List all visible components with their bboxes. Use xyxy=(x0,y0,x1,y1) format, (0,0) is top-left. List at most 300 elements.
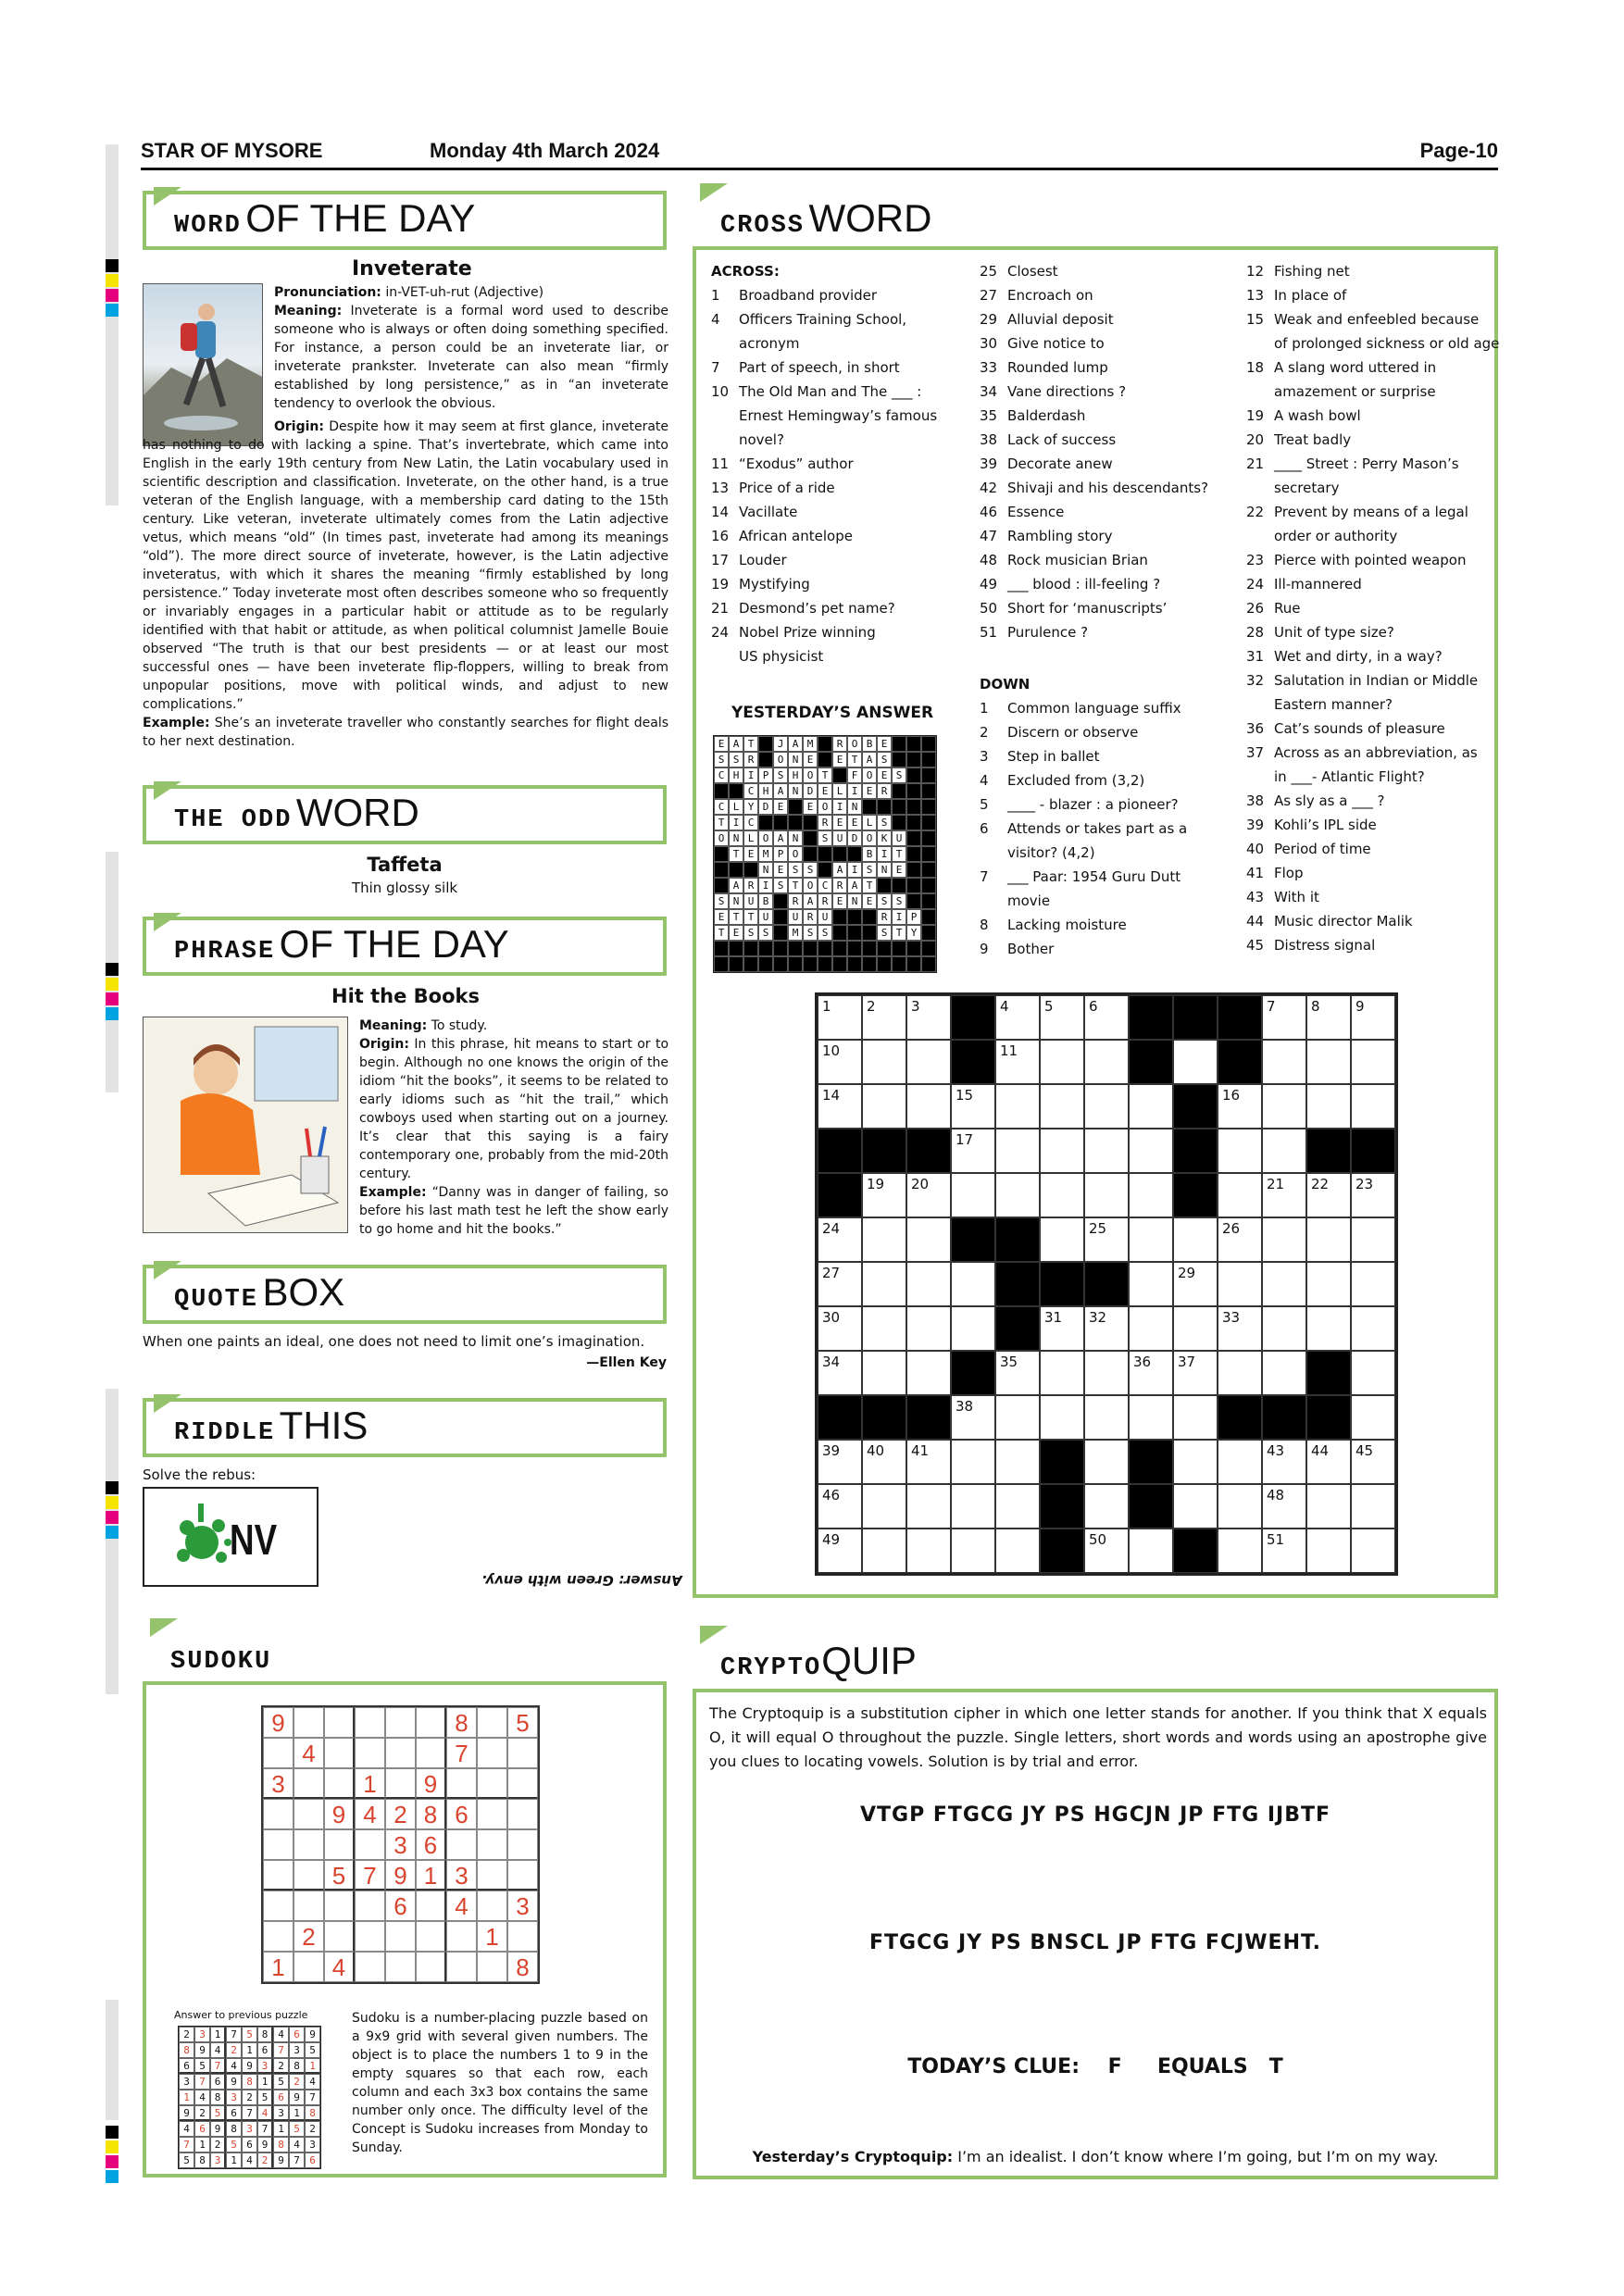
crossword-cell[interactable] xyxy=(1262,1173,1306,1217)
black-cell xyxy=(1306,1395,1351,1440)
black-cell xyxy=(892,783,906,799)
word-text-block xyxy=(274,283,668,413)
across-clues-col2 xyxy=(980,259,1208,644)
crossword-cell[interactable] xyxy=(1084,1440,1129,1484)
crossword-cell[interactable] xyxy=(1351,1395,1395,1440)
yesterday-cryptoquip-label: Yesterday’s Cryptoquip: xyxy=(752,2148,954,2165)
example-label: Example: xyxy=(359,1185,427,1200)
crossword-cell[interactable] xyxy=(862,1084,906,1129)
crossword-cell[interactable] xyxy=(906,1440,951,1484)
crossword-cell[interactable] xyxy=(1351,1217,1395,1262)
crossword-cell[interactable] xyxy=(1218,1529,1262,1573)
clue-row xyxy=(980,524,1208,548)
sudoku-empty-cell[interactable] xyxy=(446,1829,477,1860)
crossword-cell[interactable] xyxy=(1351,1351,1395,1395)
sudoku-given-cell: 9 xyxy=(324,1799,355,1829)
crossword-cell[interactable] xyxy=(1351,1262,1395,1306)
prev-answer-cell: 3 xyxy=(257,2058,273,2074)
sudoku-empty-cell[interactable] xyxy=(507,1799,538,1829)
crossword-cell[interactable] xyxy=(1218,1262,1262,1306)
crossword-cell[interactable] xyxy=(995,1484,1040,1529)
crossword-cell[interactable] xyxy=(906,1084,951,1129)
crossword-cell[interactable] xyxy=(1084,1306,1129,1351)
crossword-cell[interactable] xyxy=(1129,1306,1173,1351)
black-cell xyxy=(818,846,832,862)
crossword-cell[interactable] xyxy=(1351,1040,1395,1084)
crossword-cell[interactable] xyxy=(818,995,862,1040)
crossword-cell[interactable] xyxy=(951,1395,995,1440)
answer-cell: E xyxy=(832,752,847,767)
clue-number: 37 xyxy=(1246,744,1265,761)
answer-cell: E xyxy=(877,736,892,752)
crossword-cell[interactable] xyxy=(1129,1351,1173,1395)
sudoku-empty-cell[interactable] xyxy=(477,1890,507,1921)
crossword-cell[interactable] xyxy=(1040,1395,1084,1440)
answer-cell: T xyxy=(729,846,743,862)
crossword-cell[interactable] xyxy=(1262,1084,1306,1129)
sudoku-empty-cell[interactable] xyxy=(355,1921,385,1952)
crossword-cell[interactable] xyxy=(1218,1306,1262,1351)
crossword-cell[interactable] xyxy=(906,1173,951,1217)
crossword-cell[interactable] xyxy=(1262,1529,1306,1573)
sudoku-empty-cell[interactable] xyxy=(324,1829,355,1860)
clue-row xyxy=(1246,717,1499,741)
sudoku-empty-cell[interactable] xyxy=(355,1829,385,1860)
prev-answer-cell: 9 xyxy=(273,2152,289,2168)
crossword-cell[interactable] xyxy=(1040,1173,1084,1217)
sudoku-empty-cell[interactable] xyxy=(294,1860,324,1890)
crossword-cell[interactable] xyxy=(1306,1084,1351,1129)
crossword-cell[interactable] xyxy=(1218,1440,1262,1484)
crossword-cell[interactable] xyxy=(1173,1040,1218,1084)
sudoku-empty-cell[interactable] xyxy=(294,1890,324,1921)
origin-label: Origin: xyxy=(274,419,324,434)
crossword-cell[interactable] xyxy=(1218,1484,1262,1529)
crossword-cell[interactable] xyxy=(1129,1129,1173,1173)
clue-text: Rue xyxy=(1274,600,1301,617)
black-cell xyxy=(862,925,877,941)
crossword-cell[interactable] xyxy=(995,1173,1040,1217)
crossword-cell[interactable] xyxy=(1262,1440,1306,1484)
crossword-cell[interactable] xyxy=(1084,1173,1129,1217)
crossword-cell[interactable] xyxy=(995,1040,1040,1084)
sudoku-empty-cell[interactable] xyxy=(416,1890,446,1921)
answer-cell: T xyxy=(847,752,862,767)
sudoku-given-cell: 4 xyxy=(355,1799,385,1829)
sudoku-empty-cell[interactable] xyxy=(446,1952,477,1982)
sudoku-empty-cell[interactable] xyxy=(355,1952,385,1982)
crossword-cell[interactable] xyxy=(1351,1173,1395,1217)
prev-answer-cell: 5 xyxy=(226,2137,242,2152)
crossword-cell[interactable] xyxy=(862,1440,906,1484)
crossword-cell[interactable] xyxy=(906,1484,951,1529)
sudoku-empty-cell[interactable] xyxy=(294,1768,324,1799)
prev-answer-cell: 3 xyxy=(289,2042,305,2058)
answer-cell: Y xyxy=(906,925,921,941)
sudoku-empty-cell[interactable] xyxy=(263,1799,294,1829)
clue-number: 47 xyxy=(980,528,998,544)
crossword-cell[interactable] xyxy=(1306,1440,1351,1484)
crossword-cell[interactable] xyxy=(1084,995,1129,1040)
crossword-cell[interactable] xyxy=(818,1040,862,1084)
crossword-cell[interactable] xyxy=(1351,1529,1395,1573)
clue-text: in ___- Atlantic Flight? xyxy=(1274,768,1425,785)
answer-cell: I xyxy=(847,783,862,799)
answer-cell: D xyxy=(758,799,773,815)
crossword-cell[interactable] xyxy=(818,1084,862,1129)
crossword-cell[interactable] xyxy=(1351,1440,1395,1484)
answer-cell: H xyxy=(729,767,743,783)
crossword-cell[interactable] xyxy=(862,1217,906,1262)
answer-cell: N xyxy=(758,862,773,878)
clue-row xyxy=(1246,789,1499,813)
crossword-cell[interactable] xyxy=(995,1351,1040,1395)
clue-text: Broadband provider xyxy=(739,287,878,304)
crossword-cell[interactable] xyxy=(1173,1217,1218,1262)
crossword-cell[interactable] xyxy=(1173,1484,1218,1529)
sudoku-empty-cell[interactable] xyxy=(355,1707,385,1738)
prev-answer-cell: 3 xyxy=(179,2074,194,2090)
crossword-cell[interactable] xyxy=(1262,1129,1306,1173)
sudoku-empty-cell[interactable] xyxy=(324,1890,355,1921)
sudoku-empty-cell[interactable] xyxy=(385,1921,416,1952)
answer-cell: S xyxy=(743,925,758,941)
crossword-cell[interactable] xyxy=(906,1351,951,1395)
cryptoquip-panel xyxy=(693,1633,1498,2179)
sudoku-title xyxy=(143,1626,667,1685)
clue-text: Mystifying xyxy=(739,576,810,593)
sudoku-empty-cell[interactable] xyxy=(507,1860,538,1890)
crossword-cell[interactable] xyxy=(951,1306,995,1351)
black-cell xyxy=(995,1306,1040,1351)
crossword-cell[interactable] xyxy=(1218,1351,1262,1395)
sudoku-empty-cell[interactable] xyxy=(294,1952,324,1982)
crossword-cell[interactable] xyxy=(862,995,906,1040)
word-headword: Inveterate xyxy=(352,257,472,281)
crossword-cell[interactable] xyxy=(862,1173,906,1217)
crossword-cell[interactable] xyxy=(995,1529,1040,1573)
yesterday-answer-label: YESTERDAY’S ANSWER xyxy=(731,704,934,722)
crossword-cell[interactable] xyxy=(1129,1217,1173,1262)
prev-answer-cell: 7 xyxy=(179,2137,194,2152)
prev-answer-cell: 1 xyxy=(305,2058,320,2074)
word-origin-block xyxy=(143,418,668,751)
crossword-cell[interactable] xyxy=(1040,1084,1084,1129)
sudoku-empty-cell[interactable] xyxy=(477,1738,507,1768)
crossword-cell[interactable] xyxy=(1262,1351,1306,1395)
crossword-cell[interactable] xyxy=(1306,1173,1351,1217)
sudoku-empty-cell[interactable] xyxy=(477,1860,507,1890)
answer-cell: S xyxy=(892,767,906,783)
black-cell xyxy=(1129,1040,1173,1084)
sudoku-empty-cell[interactable] xyxy=(477,1829,507,1860)
sudoku-empty-cell[interactable] xyxy=(416,1738,446,1768)
crossword-cell[interactable] xyxy=(1218,1084,1262,1129)
answer-cell: R xyxy=(877,783,892,799)
cell-number: 3 xyxy=(911,998,920,1015)
prev-answer-cell: 9 xyxy=(226,2074,242,2090)
crossword-cell[interactable] xyxy=(862,1306,906,1351)
crossword-cell[interactable] xyxy=(906,1306,951,1351)
clue-text: Price of a ride xyxy=(739,480,835,496)
black-cell xyxy=(773,893,788,909)
black-cell xyxy=(1129,995,1173,1040)
clue-number: 19 xyxy=(1246,407,1265,424)
prev-answer-cell: 5 xyxy=(257,2090,273,2105)
sudoku-empty-cell[interactable] xyxy=(477,1799,507,1829)
crossword-cell[interactable] xyxy=(951,1129,995,1173)
crossword-cell[interactable] xyxy=(951,1484,995,1529)
sudoku-empty-cell[interactable] xyxy=(385,1707,416,1738)
crossword-cell[interactable] xyxy=(818,1217,862,1262)
crossword-cell[interactable] xyxy=(1306,1484,1351,1529)
crossword-cell[interactable] xyxy=(1262,1262,1306,1306)
crossword-cell[interactable] xyxy=(1040,1040,1084,1084)
crossword-cell[interactable] xyxy=(1129,1262,1173,1306)
clue-text: Rock musician Brian xyxy=(1007,552,1148,568)
crossword-cell[interactable] xyxy=(818,1440,862,1484)
crossword-cell[interactable] xyxy=(1084,1484,1129,1529)
sudoku-empty-cell[interactable] xyxy=(385,1952,416,1982)
sudoku-empty-cell[interactable] xyxy=(477,1768,507,1799)
crossword-cell[interactable] xyxy=(1084,1395,1129,1440)
crossword-cell[interactable] xyxy=(951,1529,995,1573)
sudoku-empty-cell[interactable] xyxy=(263,1860,294,1890)
sudoku-empty-cell[interactable] xyxy=(416,1921,446,1952)
sudoku-empty-cell[interactable] xyxy=(324,1738,355,1768)
crossword-cell[interactable] xyxy=(1084,1040,1129,1084)
crossword-cell[interactable] xyxy=(862,1484,906,1529)
black-cell xyxy=(788,799,803,815)
black-cell xyxy=(921,799,936,815)
crossword-cell[interactable] xyxy=(906,995,951,1040)
sudoku-empty-cell[interactable] xyxy=(507,1738,538,1768)
crossword-cell[interactable] xyxy=(1218,1173,1262,1217)
crossword-cell[interactable] xyxy=(995,1129,1040,1173)
clue-number: 2 xyxy=(980,724,989,741)
black-cell xyxy=(951,995,995,1040)
sudoku-empty-cell[interactable] xyxy=(263,1738,294,1768)
sudoku-empty-cell[interactable] xyxy=(294,1799,324,1829)
crossword-cell[interactable] xyxy=(995,1395,1040,1440)
black-cell xyxy=(788,941,803,956)
crossword-cell[interactable] xyxy=(1084,1129,1129,1173)
clue-number: 27 xyxy=(980,287,998,304)
crossword-cell[interactable] xyxy=(951,1084,995,1129)
sudoku-empty-cell[interactable] xyxy=(324,1921,355,1952)
clue-text: A wash bowl xyxy=(1274,407,1361,424)
crossword-cell[interactable] xyxy=(951,1173,995,1217)
clue-text: Decorate anew xyxy=(1007,455,1113,472)
clue-text: Shivaji and his descendants? xyxy=(1007,480,1209,496)
clue-row xyxy=(980,889,1187,913)
crossword-cell[interactable] xyxy=(1084,1217,1129,1262)
crossword-cell[interactable] xyxy=(1351,1084,1395,1129)
answer-cell: R xyxy=(803,909,818,925)
answer-cell: T xyxy=(714,815,729,830)
prev-answer-cell: 6 xyxy=(179,2058,194,2074)
black-cell xyxy=(1306,1351,1351,1395)
clue-number: 34 xyxy=(980,383,998,400)
riddle-title xyxy=(143,1398,667,1457)
crossword-cell[interactable] xyxy=(1173,1440,1218,1484)
answer-cell: R xyxy=(743,752,758,767)
crossword-cell[interactable] xyxy=(862,1529,906,1573)
black-cell xyxy=(714,956,729,972)
sudoku-empty-cell[interactable] xyxy=(294,1707,324,1738)
answer-cell: A xyxy=(862,752,877,767)
crossword-cell[interactable] xyxy=(1306,1529,1351,1573)
crossword-cell[interactable] xyxy=(1306,1262,1351,1306)
crossword-cell[interactable] xyxy=(1129,1529,1173,1573)
prev-answer-cell: 5 xyxy=(289,2121,305,2137)
sudoku-empty-cell[interactable] xyxy=(263,1829,294,1860)
clue-text: Flop xyxy=(1274,865,1304,881)
sudoku-empty-cell[interactable] xyxy=(355,1738,385,1768)
origin-label: Origin: xyxy=(359,1037,409,1052)
crossword-cell[interactable] xyxy=(1218,1217,1262,1262)
sudoku-empty-cell[interactable] xyxy=(294,1829,324,1860)
clue-text: Fishing net xyxy=(1274,263,1350,280)
sudoku-empty-cell[interactable] xyxy=(507,1829,538,1860)
sudoku-given-cell: 3 xyxy=(263,1768,294,1799)
black-cell xyxy=(951,1040,995,1084)
sudoku-empty-cell[interactable] xyxy=(324,1707,355,1738)
prev-answer-cell: 9 xyxy=(257,2137,273,2152)
crossword-cell[interactable] xyxy=(1129,1395,1173,1440)
crossword-cell[interactable] xyxy=(818,1306,862,1351)
sudoku-empty-cell[interactable] xyxy=(477,1707,507,1738)
crossword-cell[interactable] xyxy=(1262,1040,1306,1084)
clue-row xyxy=(1246,380,1499,404)
crossword-cell[interactable] xyxy=(862,1262,906,1306)
black-cell xyxy=(1040,1529,1084,1573)
crossword-cell[interactable] xyxy=(1262,1484,1306,1529)
sudoku-empty-cell[interactable] xyxy=(477,1952,507,1982)
crossword-cell[interactable] xyxy=(1306,1306,1351,1351)
crossword-cell[interactable] xyxy=(1262,1217,1306,1262)
sudoku-empty-cell[interactable] xyxy=(355,1890,385,1921)
crossword-cell[interactable] xyxy=(1084,1529,1129,1573)
crossword-cell[interactable] xyxy=(1040,1217,1084,1262)
sudoku-empty-cell[interactable] xyxy=(324,1768,355,1799)
crossword-cell[interactable] xyxy=(1173,1351,1218,1395)
crossword-cell[interactable] xyxy=(1218,1129,1262,1173)
crossword-cell[interactable] xyxy=(862,1351,906,1395)
crossword-cell[interactable] xyxy=(1084,1351,1129,1395)
crossword-cell[interactable] xyxy=(951,1440,995,1484)
black-cell xyxy=(714,862,729,878)
title-small: PHRASE xyxy=(174,938,276,966)
crossword-cell[interactable] xyxy=(818,1529,862,1573)
crossword-cell[interactable] xyxy=(995,995,1040,1040)
crossword-cell[interactable] xyxy=(1040,1129,1084,1173)
answer-cell: S xyxy=(773,767,788,783)
clue-row xyxy=(1246,668,1499,693)
clue-number: 22 xyxy=(1246,504,1265,520)
title-large: THIS xyxy=(279,1404,369,1447)
crossword-cell[interactable] xyxy=(1129,1173,1173,1217)
crossword-cell[interactable] xyxy=(1351,1306,1395,1351)
crossword-cell[interactable] xyxy=(818,1262,862,1306)
rebus-text: NV xyxy=(230,1516,278,1564)
crossword-cell[interactable] xyxy=(906,1040,951,1084)
black-cell xyxy=(906,846,921,862)
clue-text: Closest xyxy=(1007,263,1058,280)
clue-number: 7 xyxy=(711,359,720,376)
crossword-cell[interactable] xyxy=(1306,1040,1351,1084)
crossword-cell[interactable] xyxy=(1173,1262,1218,1306)
crossword-cell[interactable] xyxy=(1040,1306,1084,1351)
crossword-cell[interactable] xyxy=(1262,995,1306,1040)
sudoku-empty-cell[interactable] xyxy=(446,1921,477,1952)
sudoku-empty-cell[interactable] xyxy=(385,1738,416,1768)
crossword-cell[interactable] xyxy=(995,1440,1040,1484)
crossword-cell[interactable] xyxy=(1351,1484,1395,1529)
sudoku-empty-cell[interactable] xyxy=(507,1921,538,1952)
sudoku-empty-cell[interactable] xyxy=(416,1707,446,1738)
crossword-cell[interactable] xyxy=(951,1262,995,1306)
black-cell xyxy=(921,909,936,925)
sudoku-empty-cell[interactable] xyxy=(385,1768,416,1799)
edge-bar-bottom xyxy=(106,2000,119,2120)
crossword-cell[interactable] xyxy=(1084,1084,1129,1129)
black-cell xyxy=(862,1129,906,1173)
clue-number: 21 xyxy=(1246,455,1265,472)
sudoku-given-cell: 1 xyxy=(416,1860,446,1890)
answer-cell: R xyxy=(788,893,803,909)
crossword-cell[interactable] xyxy=(1262,1306,1306,1351)
crossword-cell[interactable] xyxy=(818,1351,862,1395)
crossword-cell[interactable] xyxy=(995,1084,1040,1129)
clue-text: Common language suffix xyxy=(1007,700,1181,717)
black-cell xyxy=(758,815,773,830)
crossword-cell[interactable] xyxy=(818,1484,862,1529)
crossword-cell[interactable] xyxy=(1306,995,1351,1040)
sudoku-empty-cell[interactable] xyxy=(416,1952,446,1982)
crossword-cell[interactable] xyxy=(1173,1395,1218,1440)
crossword-cell[interactable] xyxy=(1040,995,1084,1040)
sudoku-empty-cell[interactable] xyxy=(446,1768,477,1799)
title-tab-marker xyxy=(150,1618,178,1637)
black-cell xyxy=(862,799,877,815)
clue-row xyxy=(980,696,1187,720)
clue-number: 20 xyxy=(1246,431,1265,448)
crossword-cell[interactable] xyxy=(906,1217,951,1262)
clue-number: 24 xyxy=(1246,576,1265,593)
clue-number: 3 xyxy=(980,748,989,765)
crossword-cell[interactable] xyxy=(862,1040,906,1084)
crossword-cell[interactable] xyxy=(1306,1217,1351,1262)
riddle-answer: Answer: Green with envy. xyxy=(481,1572,682,1589)
crossword-cell[interactable] xyxy=(1040,1351,1084,1395)
sudoku-empty-cell[interactable] xyxy=(263,1921,294,1952)
cell-number: 9 xyxy=(1355,998,1365,1015)
clue-number: 4 xyxy=(711,311,720,328)
crossword-cell[interactable] xyxy=(906,1262,951,1306)
crossword-cell[interactable] xyxy=(1173,1306,1218,1351)
clue-number: 12 xyxy=(1246,263,1265,280)
sudoku-empty-cell[interactable] xyxy=(263,1890,294,1921)
crossword-grid xyxy=(815,992,1398,1576)
clue-text: A slang word uttered in xyxy=(1274,359,1437,376)
sudoku-empty-cell[interactable] xyxy=(507,1768,538,1799)
clue-text: ____ Street : Perry Mason’s xyxy=(1274,455,1459,472)
black-cell xyxy=(892,878,906,893)
crossword-cell[interactable] xyxy=(906,1529,951,1573)
crossword-cell[interactable] xyxy=(1129,1084,1173,1129)
crossword-cell[interactable] xyxy=(1351,995,1395,1040)
